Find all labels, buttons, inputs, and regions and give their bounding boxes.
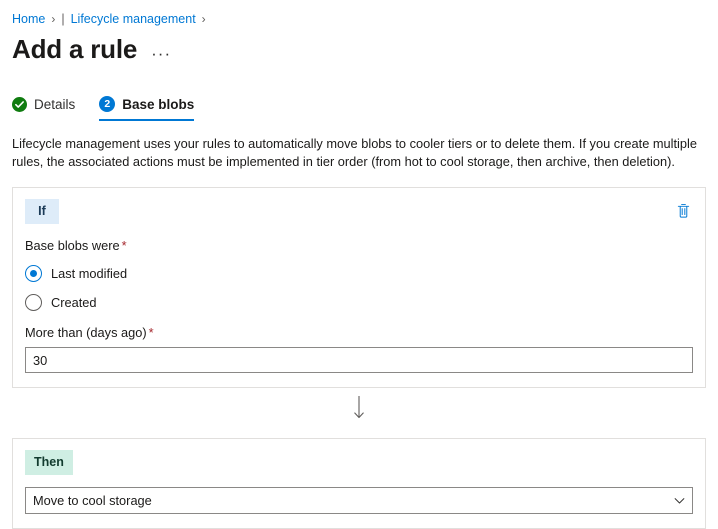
breadcrumb — [12, 10, 706, 28]
tab-details[interactable] — [12, 97, 75, 121]
down-arrow-icon — [353, 396, 365, 422]
title-row — [12, 34, 706, 65]
radio-created-indicator[interactable] — [25, 294, 42, 311]
page-title: Add a rule — [12, 34, 138, 64]
radio-created[interactable] — [25, 294, 693, 311]
breadcrumb-separator-icon: › — [51, 12, 56, 26]
flow-arrow — [12, 396, 706, 422]
more-than-days-label-text: More than (days ago) — [25, 325, 147, 340]
radio-last-modified-indicator[interactable] — [25, 265, 42, 282]
required-asterisk-days: * — [148, 325, 154, 340]
step-number-badge: 2 — [99, 96, 115, 112]
tab-details-label: Details — [34, 97, 76, 112]
trash-icon[interactable] — [674, 201, 693, 221]
check-icon — [12, 97, 27, 112]
action-select-wrapper — [25, 487, 693, 514]
radio-created-label: Created — [51, 295, 97, 310]
more-actions-button[interactable]: ··· — [151, 44, 172, 63]
base-blobs-were-label-text: Base blobs were — [25, 238, 120, 253]
then-action-card — [12, 438, 706, 529]
if-chip: If — [25, 199, 59, 224]
if-condition-card — [12, 187, 706, 388]
tab-base-blobs-label: Base blobs — [122, 96, 195, 112]
if-card-header — [25, 198, 693, 224]
radio-last-modified[interactable] — [25, 265, 693, 282]
required-asterisk: * — [121, 238, 127, 253]
breadcrumb-separator-icon-2: › — [201, 12, 206, 26]
page-description: Lifecycle management uses your rules to automatically move blobs to cooler tiers or to delete them. If you create multiple rules, the associated actions must be implemented in tier order (from hot to cool storage, then archive, then deletion). — [12, 136, 697, 169]
radio-last-modified-label: Last modified — [51, 266, 128, 281]
action-select[interactable] — [25, 487, 693, 514]
breadcrumb-item-home[interactable]: Home — [12, 12, 46, 26]
breadcrumb-item-lifecycle-management[interactable]: Lifecycle management — [70, 12, 196, 26]
days-ago-input[interactable] — [25, 347, 693, 373]
breadcrumb-divider: | — [61, 12, 65, 26]
action-select-value: Move to cool storage — [33, 493, 152, 508]
tab-base-blobs[interactable] — [99, 96, 194, 121]
then-card-header — [25, 449, 693, 475]
wizard-tabs — [12, 91, 706, 121]
then-chip: Then — [25, 450, 73, 475]
more-than-days-label — [25, 325, 693, 340]
base-blobs-were-label — [25, 238, 693, 253]
